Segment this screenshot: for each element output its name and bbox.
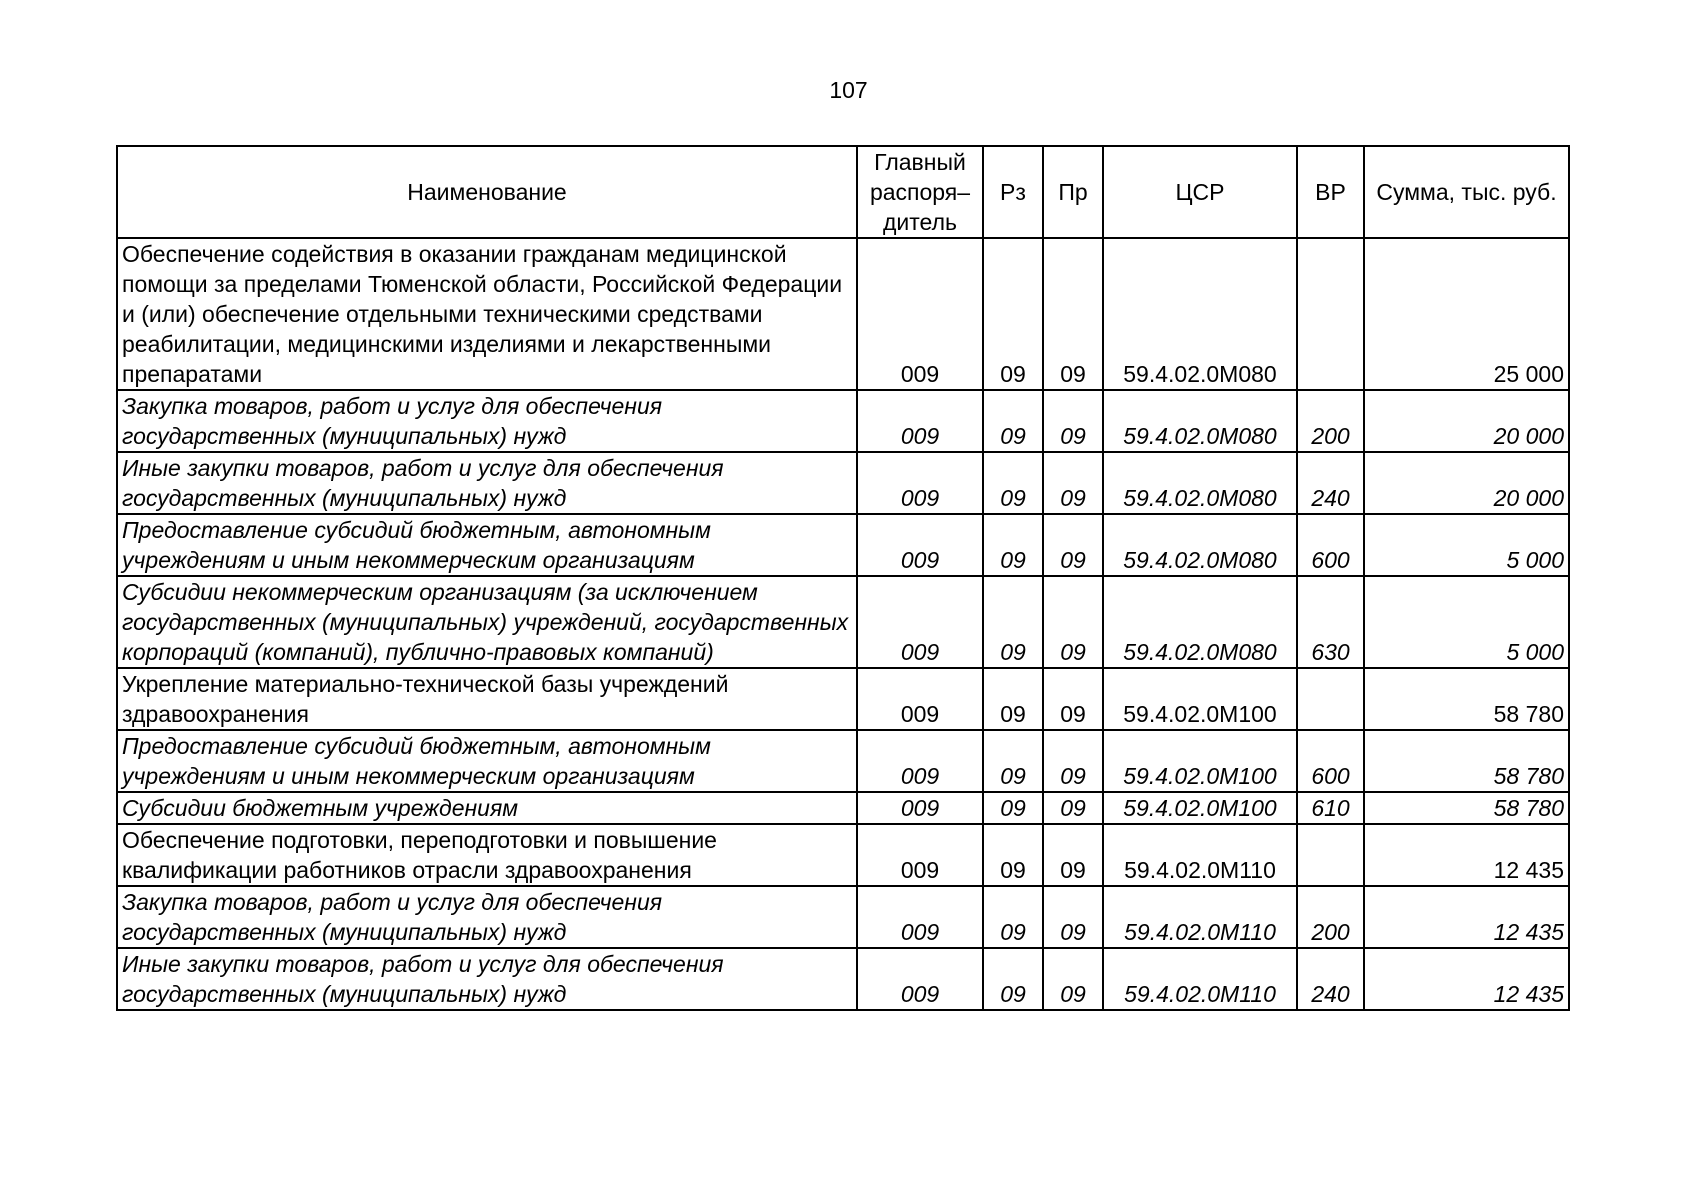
table-row xyxy=(117,668,1569,730)
cell-gr: 009 xyxy=(857,452,983,514)
cell-rz: 09 xyxy=(983,452,1043,514)
cell-gr: 009 xyxy=(857,948,983,1010)
cell-pr: 09 xyxy=(1043,514,1103,576)
cell-vr xyxy=(1297,824,1364,886)
cell-vr: 200 xyxy=(1297,886,1364,948)
cell-pr: 09 xyxy=(1043,886,1103,948)
cell-csr: 59.4.02.0М080 xyxy=(1103,576,1297,668)
cell-csr: 59.4.02.0М080 xyxy=(1103,390,1297,452)
cell-gr: 009 xyxy=(857,886,983,948)
cell-rz: 09 xyxy=(983,668,1043,730)
cell-sum: 58 780 xyxy=(1364,730,1569,792)
header-row xyxy=(117,146,1569,238)
cell-pr: 09 xyxy=(1043,730,1103,792)
table-row xyxy=(117,452,1569,514)
table-row xyxy=(117,948,1569,1010)
cell-gr: 009 xyxy=(857,238,983,390)
cell-name: Укрепление материально-технической базы учреждений здравоохранения xyxy=(117,668,857,730)
cell-csr: 59.4.02.0М100 xyxy=(1103,730,1297,792)
table-header xyxy=(117,146,1569,238)
cell-gr: 009 xyxy=(857,514,983,576)
cell-sum: 58 780 xyxy=(1364,792,1569,824)
table-row xyxy=(117,730,1569,792)
cell-rz: 09 xyxy=(983,576,1043,668)
table-row xyxy=(117,390,1569,452)
cell-gr: 009 xyxy=(857,792,983,824)
cell-name: Иные закупки товаров, работ и услуг для обеспечения государственных (муниципальных) нужд xyxy=(117,948,857,1010)
cell-pr: 09 xyxy=(1043,792,1103,824)
table-row xyxy=(117,824,1569,886)
cell-vr xyxy=(1297,668,1364,730)
cell-sum: 20 000 xyxy=(1364,390,1569,452)
cell-sum: 5 000 xyxy=(1364,514,1569,576)
cell-pr: 09 xyxy=(1043,576,1103,668)
cell-gr: 009 xyxy=(857,730,983,792)
cell-pr: 09 xyxy=(1043,390,1103,452)
header-csr: ЦСР xyxy=(1103,146,1297,238)
table-row xyxy=(117,514,1569,576)
cell-csr: 59.4.02.0М080 xyxy=(1103,452,1297,514)
cell-name: Предоставление субсидий бюджетным, автономным учреждениям и иным некоммерческим организациям xyxy=(117,730,857,792)
header-rz: Рз xyxy=(983,146,1043,238)
header-pr: Пр xyxy=(1043,146,1103,238)
cell-gr: 009 xyxy=(857,390,983,452)
cell-csr: 59.4.02.0М080 xyxy=(1103,238,1297,390)
cell-rz: 09 xyxy=(983,886,1043,948)
cell-rz: 09 xyxy=(983,948,1043,1010)
cell-rz: 09 xyxy=(983,390,1043,452)
header-vr: ВР xyxy=(1297,146,1364,238)
cell-pr: 09 xyxy=(1043,668,1103,730)
cell-name: Закупка товаров, работ и услуг для обеспечения государственных (муниципальных) нужд xyxy=(117,390,857,452)
cell-sum: 12 435 xyxy=(1364,948,1569,1010)
table-row xyxy=(117,576,1569,668)
table-row xyxy=(117,886,1569,948)
cell-name: Предоставление субсидий бюджетным, автономным учреждениям и иным некоммерческим организациям xyxy=(117,514,857,576)
cell-vr xyxy=(1297,238,1364,390)
cell-pr: 09 xyxy=(1043,452,1103,514)
cell-rz: 09 xyxy=(983,514,1043,576)
cell-pr: 09 xyxy=(1043,824,1103,886)
cell-csr: 59.4.02.0М080 xyxy=(1103,514,1297,576)
page-number: 107 xyxy=(829,77,868,103)
cell-csr: 59.4.02.0М110 xyxy=(1103,886,1297,948)
cell-rz: 09 xyxy=(983,238,1043,390)
cell-vr: 240 xyxy=(1297,452,1364,514)
header-name: Наименование xyxy=(117,146,857,238)
table-body xyxy=(117,238,1569,1010)
cell-vr: 610 xyxy=(1297,792,1364,824)
cell-pr: 09 xyxy=(1043,238,1103,390)
cell-vr: 630 xyxy=(1297,576,1364,668)
cell-name: Обеспечение подготовки, переподготовки и повышение квалификации работников отрасли здравоохранения xyxy=(117,824,857,886)
cell-name: Субсидии бюджетным учреждениям xyxy=(117,792,857,824)
cell-sum: 20 000 xyxy=(1364,452,1569,514)
cell-vr: 600 xyxy=(1297,514,1364,576)
cell-pr: 09 xyxy=(1043,948,1103,1010)
cell-name: Субсидии некоммерческим организациям (за исключением государственных (муниципальных) учреждений, государственных корпораций (компаний), публично-правовых компаний) xyxy=(117,576,857,668)
cell-sum: 12 435 xyxy=(1364,886,1569,948)
cell-name: Обеспечение содействия в оказании гражданам медицинской помощи за пределами Тюменской области, Российской Федерации и (или) обеспечение отдельными техническими средствами реабилитации, медицинскими изделиями и лекарственными препаратами xyxy=(117,238,857,390)
budget-table xyxy=(116,145,1570,1011)
cell-vr: 200 xyxy=(1297,390,1364,452)
cell-gr: 009 xyxy=(857,824,983,886)
cell-sum: 12 435 xyxy=(1364,824,1569,886)
header-gr: Главный распоря– дитель xyxy=(857,146,983,238)
cell-csr: 59.4.02.0М110 xyxy=(1103,824,1297,886)
cell-rz: 09 xyxy=(983,824,1043,886)
cell-sum: 25 000 xyxy=(1364,238,1569,390)
cell-rz: 09 xyxy=(983,730,1043,792)
cell-name: Иные закупки товаров, работ и услуг для обеспечения государственных (муниципальных) нужд xyxy=(117,452,857,514)
cell-csr: 59.4.02.0М100 xyxy=(1103,668,1297,730)
cell-gr: 009 xyxy=(857,576,983,668)
cell-name: Закупка товаров, работ и услуг для обеспечения государственных (муниципальных) нужд xyxy=(117,886,857,948)
cell-csr: 59.4.02.0М100 xyxy=(1103,792,1297,824)
header-sum: Сумма, тыс. руб. xyxy=(1364,146,1569,238)
cell-csr: 59.4.02.0М110 xyxy=(1103,948,1297,1010)
cell-gr: 009 xyxy=(857,668,983,730)
cell-rz: 09 xyxy=(983,792,1043,824)
table-row xyxy=(117,238,1569,390)
cell-vr: 240 xyxy=(1297,948,1364,1010)
cell-sum: 58 780 xyxy=(1364,668,1569,730)
cell-vr: 600 xyxy=(1297,730,1364,792)
table-row xyxy=(117,792,1569,824)
cell-sum: 5 000 xyxy=(1364,576,1569,668)
